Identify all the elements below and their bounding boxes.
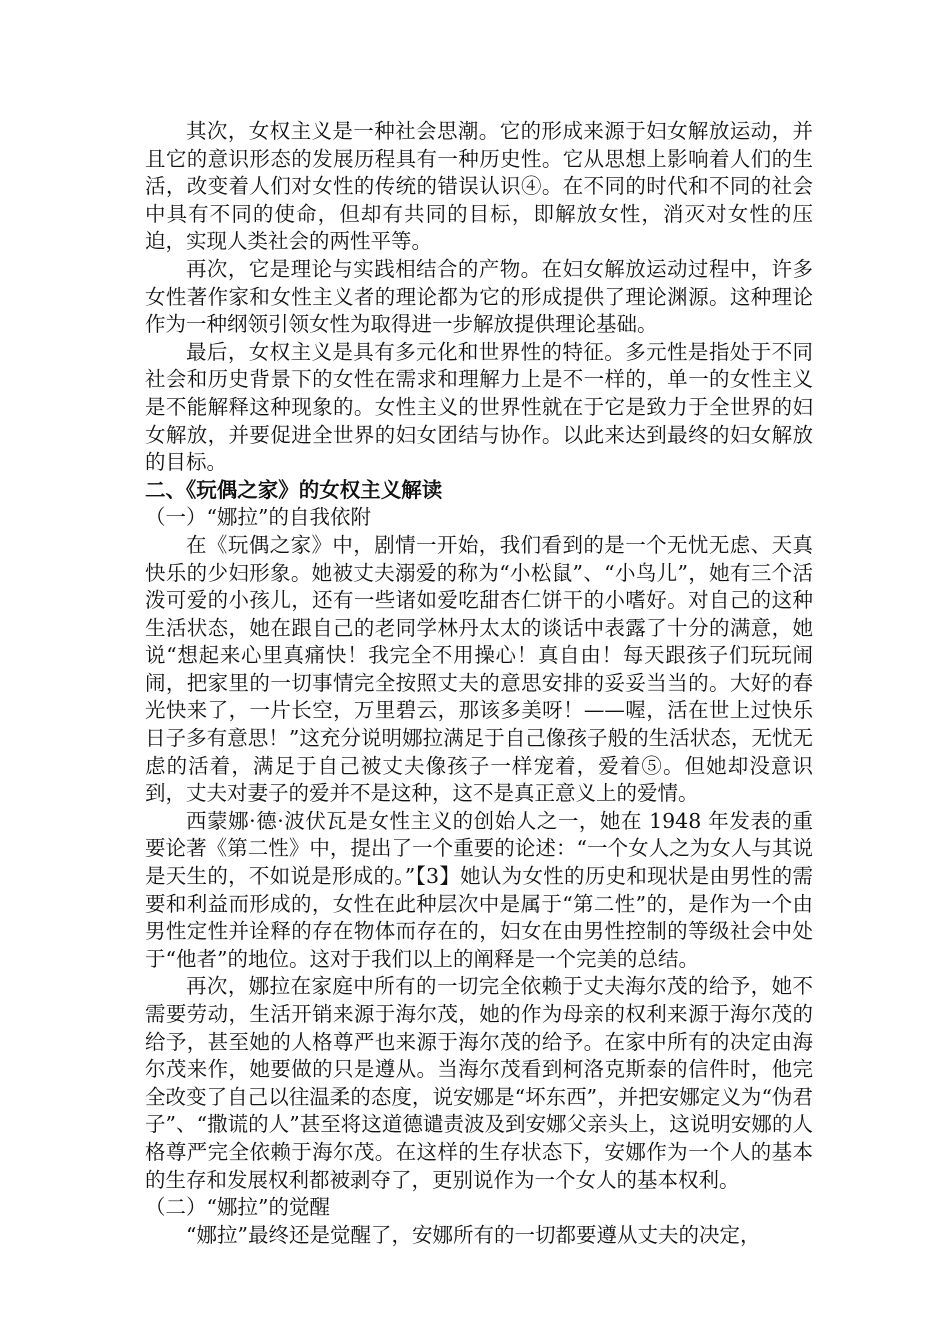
paragraph-nora-awakening: “娜拉”最终还是觉醒了，安娜所有的一切都要遵从丈夫的决定， — [186, 1222, 761, 1247]
document-page — [145, 118, 813, 1249]
subsection-heading-awakening: （二）“娜拉”的觉醒 — [145, 1195, 330, 1220]
paragraph-theory-practice: 再次，它是理论与实践相结合的产物。在妇女解放运动过程中，许多女性著作家和女性主义者的理论都为它的形成提供了理论渊源。这种理论作为一种纲领引领女性为取得进一步解放提供理论基础。 — [145, 256, 813, 337]
paragraph-nora-dependence: 再次，娜拉在家庭中所有的一切完全依赖于丈夫海尔茂的给予，她不需要劳动，生活开销来源于海尔茂，她的作为母亲的权利来源于海尔茂的给予，甚至她的人格尊严也来源于海尔茂的给予。在家中所有的决定由海尔茂来作，她要做的只是遵从。当海尔茂看到柯洛克斯泰的信件时，他完全改变了自己以往温柔的态度，说安娜是“坏东西”，并把安娜定义为“伪君子”、“撒谎的人”甚至将这道德谴责波及到安娜父亲头上，这说明安娜的人格尊严完全依赖于海尔茂。在这样的生存状态下，安娜作为一个人的基本的生存和发展权利都被剥夺了，更别说作为一个女人的基本权利。 — [145, 974, 813, 1192]
paragraph-nora-life: 在《玩偶之家》中，剧情一开始，我们看到的是一个无忧无虑、天真快乐的少妇形象。她被丈夫溺爱的称为“小松鼠”、“小鸟儿”，她有三个活泼可爱的小孩儿，还有一些诸如爱吃甜杏仁饼干的小嗜好。对自己的这种生活状态，她在跟自己的老同学林丹太太的谈话中表露了十分的满意，她说“想起来心里真痛快！我完全不用操心！真自由！每天跟孩子们玩玩闹闹，把家里的一切事情完全按照丈夫的意思安排的妥妥当当的。大好的春光快来了，一片长空，万里碧云，那该多美呀！——喔，活在世上过快乐日子多有意思！”这充分说明娜拉满足于自己像孩子般的生活状态，无忧无虑的活着，满足于自己被丈夫像孩子一样宠着，爱着⑤。但她却没意识到，丈夫对妻子的爱并不是这种，这不是真正意义上的爱情。 — [145, 532, 813, 806]
section-heading: 二、《玩偶之家》的女权主义解读 — [145, 477, 443, 502]
paragraph-feminism-social-trend: 其次，女权主义是一种社会思潮。它的形成来源于妇女解放运动，并且它的意识形态的发展历程具有一种历史性。它从思想上影响着人们的生活，改变着人们对女性的传统的错误认识④。在不同的时代和不同的社会中具有不同的使命，但却有共同的目标，即解放女性，消灭对女性的压迫，实现人类社会的两性平等。 — [145, 119, 813, 254]
subsection-heading-self-dependence: （一）“娜拉”的自我依附 — [145, 505, 371, 530]
paragraph-beauvoir: 西蒙娜·德·波伏瓦是女性主义的创始人之一，她在 1948 年发表的重要论著《第二性》中，提出了一个重要的论述：“一个女人之为女人与其说是天生的，不如说是形成的。”【3】她认为女性的历史和现状是由男性的需要和利益而形成的，女性在此种层次中是属于“第二性”的，是作为一个由男性定性并诠释的存在物体而存在的，妇女在由男性控制的等级社会中处于“他者”的地位。这对于我们以上的阐释是一个完美的总结。 — [145, 808, 813, 971]
paragraph-pluralism-globalism: 最后，女权主义是具有多元化和世界性的特征。多元性是指处于不同社会和历史背景下的女性在需求和理解力上是不一样的，单一的女性主义是不能解释这种现象的。女性主义的世界性就在于它是致力于全世界的妇女解放，并要促进全世界的妇女团结与协作。以此来达到最终的妇女解放的目标。 — [145, 339, 813, 475]
